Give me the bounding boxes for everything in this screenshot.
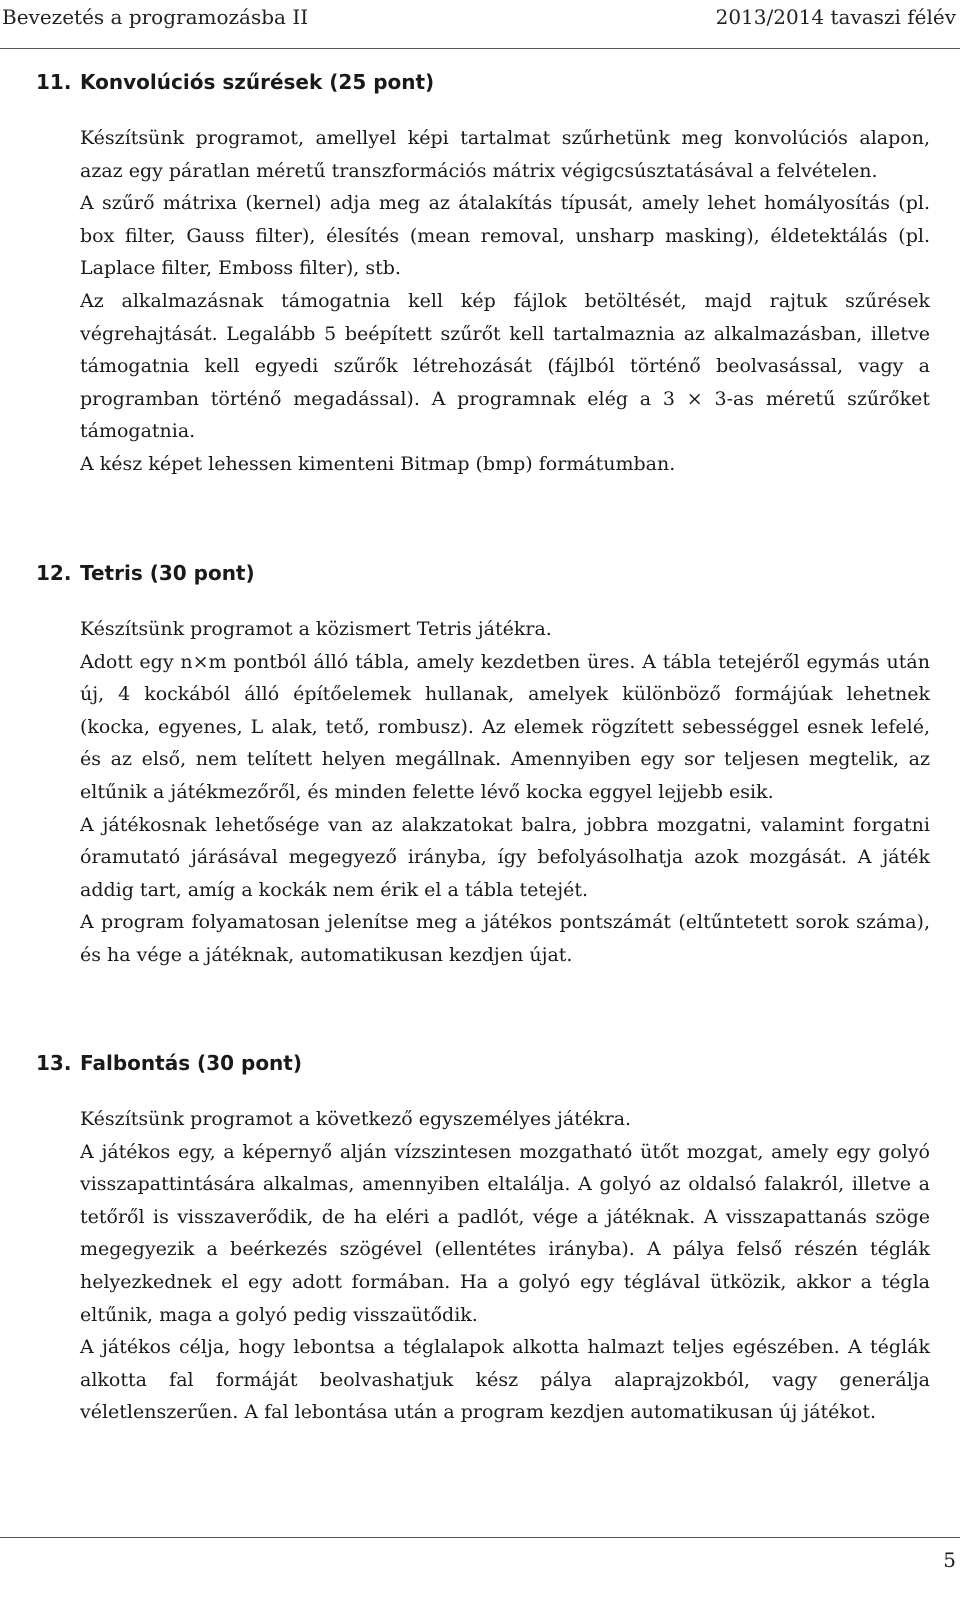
section-13 xyxy=(0,1051,960,1424)
section-body xyxy=(80,1103,930,1429)
page-footer xyxy=(0,1537,960,1614)
section-title: Tetris (30 pont) xyxy=(80,561,255,585)
section-body xyxy=(80,122,930,481)
paragraph: A szűrő mátrixa (kernel) adja meg az átalakítás típusát, amely lehet homályosítás (pl. box filter, Gauss filter), élesítés (mean removal, unsharp masking), éldetektálás (pl. Laplace filter, Emboss filter), stb. xyxy=(80,192,930,280)
section-title: Falbontás (30 pont) xyxy=(80,1051,302,1075)
section-number: 13. xyxy=(36,1051,72,1075)
section-heading xyxy=(0,1051,960,1083)
paragraph: A játékos egy, a képernyő alján vízszintesen mozgatható ütőt mozgat, amely egy golyó visszapattintására alkalmas, amennyiben eltalálja. A golyó az oldalsó falakról, illetve a tetőről is visszaverődik, de ha eléri a padlót, vége a játéknak. A visszapattanás szöge megegyezik a beérkezés szögével (ellentétes irányba). A pálya felső részén téglák helyezkednek el egy adott formában. Ha a golyó egy téglával ütközik, akkor a tégla eltűnik, maga a golyó pedig visszaütődik. xyxy=(80,1140,930,1326)
section-heading xyxy=(0,561,960,593)
section-12 xyxy=(0,561,960,966)
page-number: 5 xyxy=(943,1548,956,1572)
paragraph: A játékosnak lehetősége van az alakzatokat balra, jobbra mozgatni, valamint forgatni óramutató járásával megegyező irányba, így befolyásolhatja azok mozgását. A játék addig tart, amíg a kockák nem érik el a tábla tetejét. xyxy=(80,813,930,901)
section-body xyxy=(80,613,930,972)
section-11 xyxy=(0,70,960,475)
section-title: Konvolúciós szűrések (25 pont) xyxy=(80,70,435,94)
section-heading xyxy=(0,70,960,102)
paragraph: Készítsünk programot a közismert Tetris játékra. xyxy=(80,618,552,640)
paragraph: Készítsünk programot, amellyel képi tartalmat szűrhetünk meg konvolúciós alapon, azaz egy páratlan méretű transzformációs mátrix végigcsúsztatásával a felvételen. xyxy=(80,127,930,182)
paragraph: A program folyamatosan jelenítse meg a játékos pontszámát (eltűntetett sorok száma), és ha vége a játéknak, automatikusan kezdjen újat. xyxy=(80,911,930,966)
section-number: 12. xyxy=(36,561,72,585)
section-number: 11. xyxy=(36,70,72,94)
paragraph: A játékos célja, hogy lebontsa a téglalapok alkotta halmazt teljes egészében. A téglák alkotta fal formáját beolvashatjuk kész pálya alaprajzokból, vagy generálja véletlenszerűen. A fal lebontása után a program kezdjen automatikusan új játékot. xyxy=(80,1336,930,1424)
semester-label: 2013/2014 tavaszi félév xyxy=(715,5,956,29)
paragraph: Adott egy n×m pontból álló tábla, amely kezdetben üres. A tábla tetejéről egymás után új, 4 kockából álló építőelemek hullanak, amelyek különböző formájúak lehetnek (kocka, egyenes, L alak, tető, rombusz). Az elemek rögzített sebességgel esnek lefelé, és az első, nem telített helyen megállnak. Amennyiben egy sor teljesen megtelik, az eltűnik a játékmezőről, és minden felette lévő kocka eggyel lejjebb esik. xyxy=(80,650,930,803)
paragraph: A kész képet lehessen kimenteni Bitmap (bmp) formátumban. xyxy=(80,452,676,475)
page-header xyxy=(0,0,960,49)
course-title: Bevezetés a programozásba II xyxy=(2,5,309,29)
paragraph: Készítsünk programot a következő egyszemélyes játékra. xyxy=(80,1108,632,1130)
paragraph: Az alkalmazásnak támogatnia kell kép fájlok betöltését, majd rajtuk szűrések végrehajtását. Legalább 5 beépített szűrőt kell tartalmaznia az alkalmazásban, illetve támogatnia kell egyedi szűrők létrehozását (fájlból történő beolvasással, vagy a programban történő megadással). A programnak elég a 3 × 3-as méretű szűrőket támogatnia. xyxy=(80,289,930,443)
